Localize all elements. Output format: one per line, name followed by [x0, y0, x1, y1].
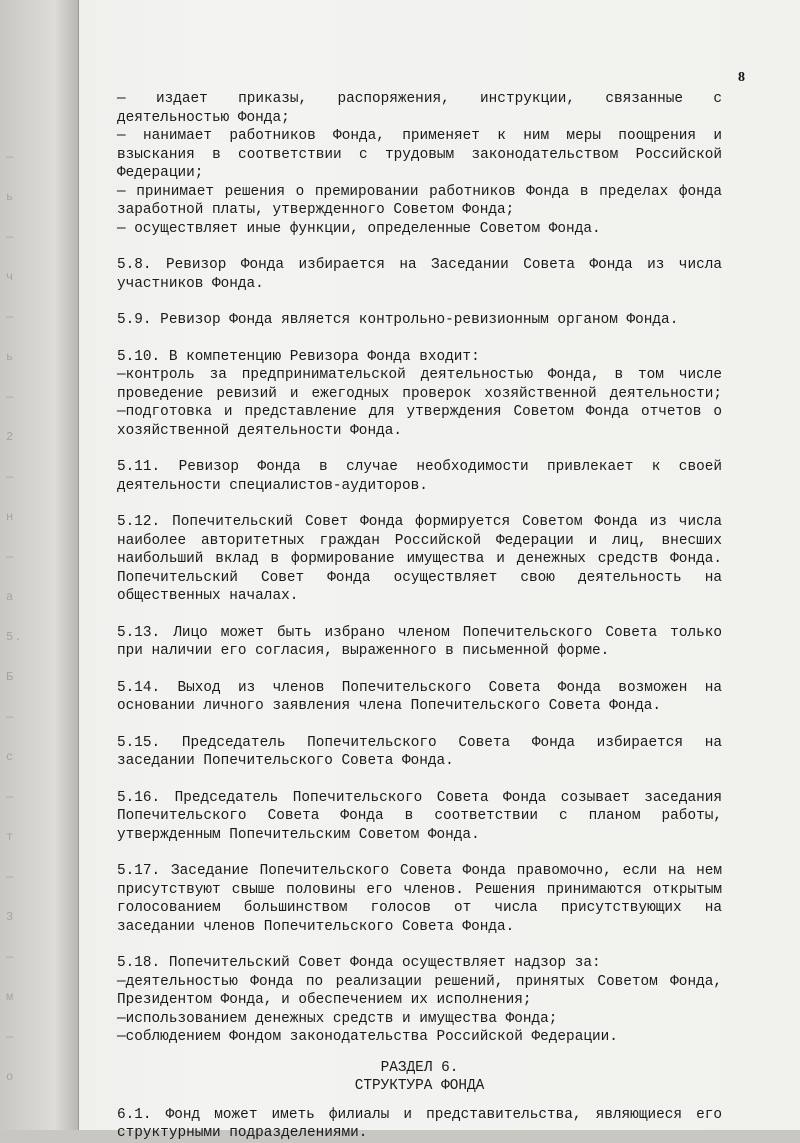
bleed-through-mark: 5.	[6, 630, 23, 644]
bleed-through-mark: н	[6, 510, 15, 524]
paragraph-5-12	[117, 513, 722, 606]
bleed-through-mark: —	[6, 150, 15, 164]
bleed-through-mark: Б	[6, 670, 15, 684]
text-line: заработной платы, утвержденного Советом Фонда;	[117, 202, 515, 218]
text-line: наибольший вклад в формирование имущества и денежных средств Фонда.	[117, 551, 722, 567]
bleed-through-mark: —	[6, 470, 15, 484]
text-line: при наличии его согласия, выраженного в письменной форме.	[117, 643, 610, 659]
text-line: 5.12. Попечительский Совет Фонда формируется Советом Фонда из числа	[117, 514, 722, 530]
bleed-through-mark: —	[6, 710, 15, 724]
bleed-through-mark: ь	[6, 190, 15, 204]
text-line: Президентом Фонда, и обеспечением их исполнения;	[117, 992, 532, 1008]
text-line: проведение ревизий и ежегодных проверок хозяйственной деятельности;	[117, 385, 722, 402]
bleed-through-mark: —	[6, 1030, 15, 1044]
bleed-through-mark: ь	[6, 350, 15, 364]
paragraph-5-10	[117, 348, 722, 441]
text-line: — нанимает работников Фонда, применяет к ним меры поощрения и	[117, 128, 722, 144]
text-line: наиболее авторитетных граждан Российской Федерации и лиц, внесших	[117, 532, 722, 549]
text-line: —подготовка и представление для утверждения Советом Фонда отчетов о	[117, 404, 722, 420]
paragraph-5-14	[117, 679, 722, 716]
text-line: —деятельностью Фонда по реализации решений, принятых Советом Фонда,	[117, 973, 722, 990]
document-body	[117, 90, 722, 1143]
text-line: общественных началах.	[117, 588, 299, 604]
text-line: утвержденным Попечительским Советом Фонда.	[117, 826, 480, 843]
text-line: — издает приказы, распоряжения, инструкции, связанные с	[117, 91, 722, 107]
text-line: 5.13. Лицо может быть избрано членом Попечительского Совета только	[117, 624, 722, 641]
text-line: 5.8. Ревизор Фонда избирается на Заседании Совета Фонда из числа	[117, 257, 722, 273]
page-number: 8	[738, 70, 745, 85]
paragraph-5-16	[117, 789, 722, 845]
paragraph-5-18	[117, 954, 722, 1047]
text-line: заседании Попечительского Совета Фонда.	[117, 753, 454, 769]
bleed-through-mark: —	[6, 790, 15, 804]
text-line: присутствуют свыше половины его членов. Решения принимаются открытым	[117, 881, 722, 898]
text-line: участников Фонда.	[117, 275, 264, 292]
bleed-through-mark: —	[6, 870, 15, 884]
text-line: —контроль за предпринимательской деятельностью Фонда, в том числе	[117, 367, 722, 383]
bleed-through-mark: т	[6, 830, 15, 844]
bleed-through-mark: а	[6, 590, 15, 604]
text-line: —соблюдением Фондом законодательства Российской Федерации.	[117, 1029, 618, 1045]
text-line: деятельности специалистов-аудиторов.	[117, 477, 428, 494]
bleed-through-mark: ч	[6, 270, 15, 284]
text-line: 6.1. Фонд может иметь филиалы и представительства, являющиеся его	[117, 1106, 722, 1123]
paragraph-5-8	[117, 256, 722, 293]
text-line: основании личного заявления члена Попечительского Совета Фонда.	[117, 698, 662, 714]
text-line: 5.15. Председатель Попечительского Совета Фонда избирается на	[117, 734, 722, 751]
bleed-through-mark: м	[6, 990, 15, 1004]
text-line: 5.18. Попечительский Совет Фонда осуществляет надзор за:	[117, 955, 601, 971]
text-line: 5.16. Председатель Попечительского Совета Фонда созывает заседания	[117, 789, 722, 806]
text-line: 5.10. В компетенцию Ревизора Фонда входит:	[117, 348, 480, 365]
section-subtitle: СТРУКТУРА ФОНДА	[354, 1078, 485, 1094]
text-line: хозяйственной деятельности Фонда.	[117, 422, 402, 439]
text-line: голосованием большинством голосов от числа присутствующих на	[117, 900, 722, 916]
bleed-through-mark: —	[6, 550, 15, 564]
paragraph-6-1	[117, 1106, 722, 1143]
text-line: 5.9. Ревизор Фонда является контрольно-ревизионным органом Фонда.	[117, 312, 679, 328]
text-line: деятельностью Фонда;	[117, 109, 290, 126]
bleed-through-mark: —	[6, 230, 15, 244]
section-heading	[117, 1059, 722, 1096]
bleed-through-mark: —	[6, 310, 15, 324]
text-line: 5.17. Заседание Попечительского Совета Фонда правомочно, если на нем	[117, 863, 722, 879]
text-line: —использованием денежных средств и имущества Фонда;	[117, 1010, 558, 1027]
paragraph-5-15	[117, 734, 722, 771]
text-line: 5.11. Ревизор Фонда в случае необходимости привлекает к своей	[117, 459, 722, 475]
book-binding-edge	[0, 0, 79, 1130]
paragraph-5-9	[117, 311, 722, 330]
text-line: — принимает решения о премировании работников Фонда в пределах фонда	[117, 183, 722, 200]
paragraph-5-11	[117, 458, 722, 495]
list-president-duties	[117, 90, 722, 238]
text-line: 5.14. Выход из членов Попечительского Совета Фонда возможен на	[117, 679, 722, 696]
text-line: Попечительский Совет Фонда осуществляет свою деятельность на	[117, 569, 722, 586]
text-line: — осуществляет иные функции, определенные Советом Фонда.	[117, 220, 601, 237]
bleed-through-mark: —	[6, 950, 15, 964]
paragraph-5-17	[117, 862, 722, 936]
text-line: Федерации;	[117, 165, 204, 181]
text-line: Попечительского Совета Фонда в соответствии с планом работы,	[117, 808, 722, 824]
text-line: структурными подразделениями.	[117, 1125, 368, 1141]
bleed-through-mark: 3	[6, 910, 15, 924]
bleed-through-mark: 2	[6, 430, 15, 444]
bleed-through-mark: с	[6, 750, 15, 764]
paragraph-5-13	[117, 624, 722, 661]
bleed-through-mark: о	[6, 1070, 15, 1084]
bleed-through-mark: —	[6, 390, 15, 404]
section-title: РАЗДЕЛ 6.	[380, 1059, 459, 1076]
text-line: заседании членов Попечительского Совета Фонда.	[117, 918, 515, 935]
text-line: взыскания в соответствии с трудовым законодательством Российской	[117, 146, 722, 163]
